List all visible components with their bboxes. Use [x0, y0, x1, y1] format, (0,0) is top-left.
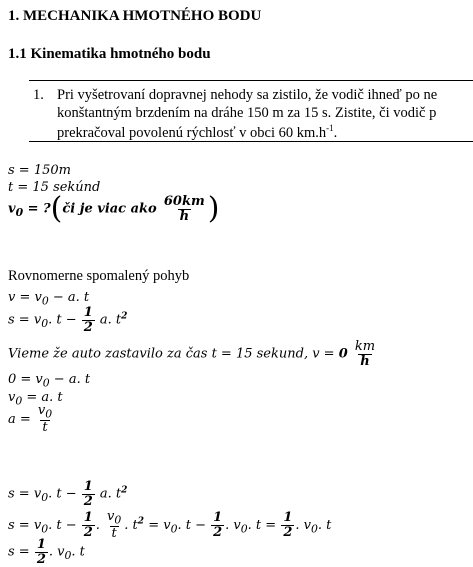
problem-line-3: prekračoval povolenú rýchlosť v obci 60 $km.h^{-1}$.	[57, 123, 338, 141]
unknown-velocity: $v_0$ = ?(či je viac ako $\frac{60km}{h}$ )	[8, 191, 220, 226]
section-heading: 1.1 Kinematika hmotného bodu	[8, 46, 211, 62]
acceleration-equation: a = $\frac{v_0}{t}$	[8, 403, 53, 435]
motion-type-title: Rovnomerne spomalený pohyb	[8, 268, 190, 284]
distance-result: s = $\frac{1}{2}$ . $v_0$. t	[8, 537, 85, 567]
problem-line-2: konštantným brzdením na dráhe 150 m za 15 s. Zistite, či vodič p	[57, 105, 437, 121]
v0-equation: $v_0 = a$. t	[8, 390, 63, 408]
given-distance: s = 150m	[8, 163, 71, 178]
distance-equation-2: $s = v_0$. t − $\frac{1}{2}$ a. $t^2$	[8, 479, 128, 509]
velocity-equation: $v = v_0 - a$. t	[8, 290, 90, 308]
zero-equation: $0 = v_0 - a$. t	[8, 372, 91, 390]
distance-substitution: $s = v_0$. t − $\frac{1}{2}$ . $\frac{v_0}{t}$ . $t^2 = v_0$. t − $\frac{1}{2}$ . $v_0$. t = $\frac{1}{2}$ . $v_0$. t	[8, 509, 332, 541]
problem-number: 1.	[33, 87, 44, 103]
stopped-condition: Vieme že auto zastavilo za čas t = 15 sekund, v = 0 $\frac{km}{h}$	[8, 339, 376, 369]
given-time: t = 15 sekúnd	[8, 180, 101, 195]
distance-equation: $s = v_0$. t − $\frac{1}{2}$ a. $t^2$	[8, 305, 128, 335]
problem-statement	[29, 80, 473, 142]
chapter-heading: 1. MECHANIKA HMOTNÉHO BODU	[8, 8, 262, 24]
problem-line-1: Pri vyšetrovaní dopravnej nehody sa zistilo, že vodič ihneď po ne	[57, 87, 438, 103]
